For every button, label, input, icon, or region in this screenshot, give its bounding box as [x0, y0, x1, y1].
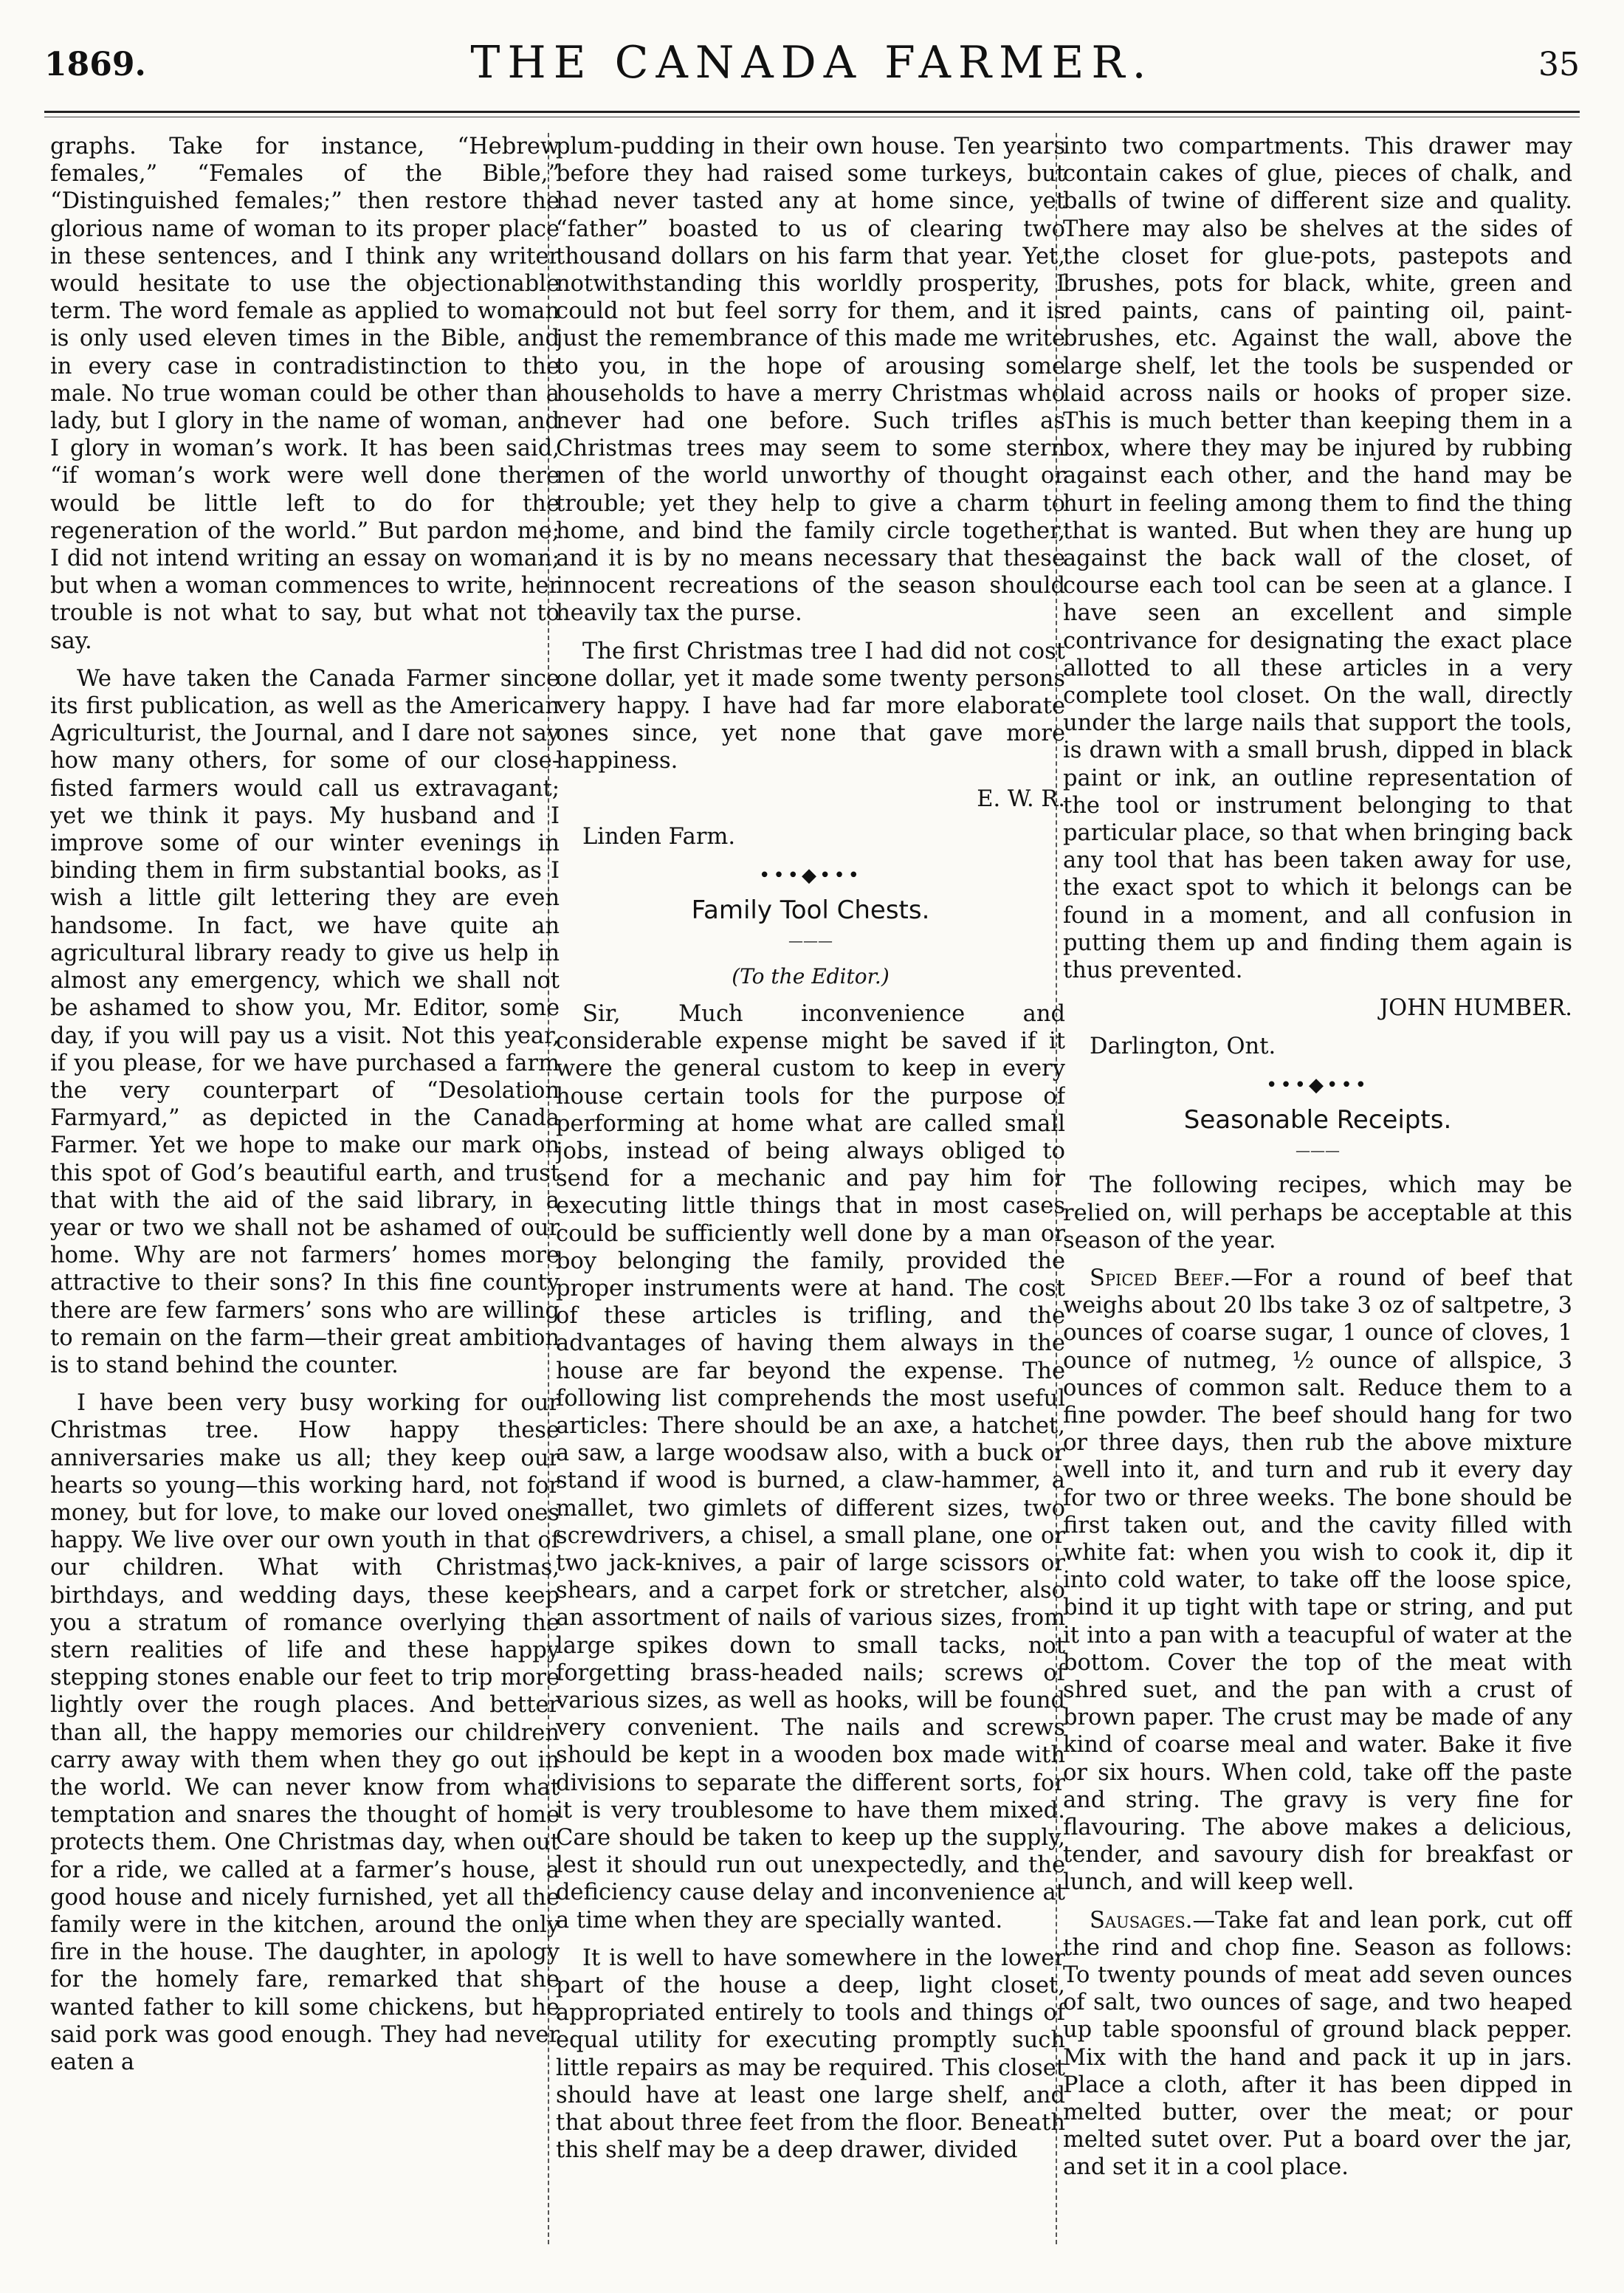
article-paragraph: The following recipes, which may be relied on, will perhaps be acceptable at this season of the year. — [1063, 1172, 1572, 1254]
article-heading: Seasonable Receipts. — [1183, 1104, 1452, 1135]
article-subheading: (To the Editor.) — [732, 963, 890, 989]
newspaper-title: THE CANADA FARMER. — [470, 37, 1154, 89]
article-paragraph: into two compartments. This drawer may contain cakes of glue, pieces of chalk, and balls of twine of different size and quality. There may also be shelves at the sides of the closet for glue-pots, pastepots and brushes, pots for black, white, green and red paints, cans of painting oil, paint-brushes, etc. Against the wall, above the large shelf, let the tools be suspended or laid across nails or hooks of proper size. This is much better than keeping them in a box, where they may be injured by rubbing against each other, and the hand may be hurt in feeling among them to find the thing that is wanted. But when they are hung up against the back wall of the closet, of course each tool can be seen at a glance. I have seen an excellent and simple contrivance for designating the exact place allotted to all these articles in a very complete tool closet. On the wall, directly under the large nails that support the tools, is drawn with a small brush, dipped in black paint or ink, an outline representation of the tool or instrument belonging to that particular place, so that when bringing back any tool that has been taken away for use, the exact spot to which it belongs can be found in a moment, and all confusion in putting them up and finding them again is thus prevented. — [1063, 134, 1572, 984]
heading-rule: ——— — [1296, 1141, 1340, 1160]
column-1 — [50, 133, 560, 2259]
article-paragraph: graphs. Take for instance, “Hebrew females,” “Females of the Bible,” “Distinguished females;” then restore the glorious name of woman to its proper place in these sentences, and I think any writer would hesitate to use the objectionable term. The word female as applied to woman is only used eleven times in the Bible, and in every case in contradistinction to the male. No true woman could be other than a lady, but I glory in the name of woman, and I glory in woman’s work. It has been said, “if woman’s work were well done there would be little left to do for the regeneration of the world.” But pardon me; I did not intend writing an essay on woman; but when a woman commences to write, her trouble is not what to say, but what not to say. — [50, 134, 560, 654]
recipe-text: —For a round of beef that weighs about 20 lbs take 3 oz of saltpetre, 3 ounces of coarse sugar, 1 ounce of cloves, 1 ounce of nutmeg, ½ ounce of allspice, 3 ounces of common salt. Reduce them to a fine powder. The beef should hang for two or three days, then rub the above mixture well into it, and turn and rub it every day for two or three weeks. The bone should be first taken out, and the cavity filled with white fat: when you wish to cook it, dip it into cold water, to take off the loose spice, bind it up tight with tape or string, and put it into a pan with a teacupful of water at the bottom. Cover the top of the meat with shred suet, and the pan with a crust of brown paper. The crust may be made of any kind of coarse meal and water. Bake it five or six hours. When cold, take off the paste and string. The gravy is very fine for flavouring. The above makes a delicious, tender, and savoury dish for breakfast or lunch, and will keep well. — [1063, 1265, 1572, 1896]
column-3 — [1063, 133, 1572, 2259]
author-signature: E. W. R. — [977, 785, 1065, 812]
article-heading: Family Tool Chests. — [691, 895, 930, 926]
recipe-title: Spiced Beef. — [1090, 1265, 1231, 1291]
article-paragraph: We have taken the Canada Farmer since its first publication, as well as the American Agriculturist, the Journal, and I dare not say how many others, for some of our close-fisted farmers would call us extravagant; yet we think it pays. My husband and I improve some of our winter evenings in binding them in firm substantial books, as I wish a little gilt lettering they are even handsome. In fact, we have quite an agricultural library ready to give us help in almost any emergency, which we shall not be ashamed to show you, Mr. Editor, some day, if you will pay us a visit. Not this year, if you please, for we have purchased a farm the very counterpart of “Desolation Farmyard,” as depicted in the Canada Farmer. Yet we hope to make our mark on this spot of God’s beautiful earth, and trust that with the aid of the said library, in a year or two we shall not be ashamed of our home. Why are not farmers’ homes more attractive to their sons? In this fine county there are few farmers’ sons who are willing to remain on the farm—their great ambition is to stand behind the counter. — [50, 665, 560, 1378]
author-location: Darlington, Ont. — [1090, 1033, 1276, 1059]
section-ornament: •••◆••• — [758, 864, 862, 887]
article-paragraph: It is well to have somewhere in the lower part of the house a deep, light closet, appropriated entirely to tools and things of equal utility for executing promptly such little repairs as may be required. This closet should have at least one large shelf, and that about three feet from the floor. Beneath this shelf may be a deep drawer, divided — [556, 1945, 1065, 2164]
author-location: Linden Farm. — [582, 823, 736, 850]
page-number: 35 — [1538, 46, 1580, 83]
recipe-title: Sausages. — [1090, 1907, 1193, 1933]
recipe-text: —Take fat and lean pork, cut off the rind and chop fine. Season as follows: To twenty pounds of meat add seven ounces of salt, two ounces of sage, and two heaped up table spoonsful of ground black pepper. Mix with the hand and pack it up in jars. Place a cloth, after it has been dipped in melted butter, over the meat; or pour melted sutet over. Put a board over the jar, and set it in a cool place. — [1063, 1907, 1572, 2181]
article-paragraph: The first Christmas tree I had did not cost one dollar, yet it made some twenty persons very happy. I have had far more elaborate ones since, yet none that gave more happiness. — [556, 638, 1065, 774]
article-paragraph: I have been very busy working for our Christmas tree. How happy these anniversaries make us all; they keep our hearts so young—this working hard, not for money, but for love, to make our loved ones happy. We live over our own youth in that of our children. What with Christmas, birthdays, and wedding days, these keep you a stratum of romance overlying the stern realities of life and these happy stepping stones enable our feet to trip more lightly over the rough places. And better than all, the happy memories our children carry away with them when they go out in the world. We can never know from what temptation and snares the thought of home protects them. One Christmas day, when out for a ride, we called at a farmer’s house, a good house and nicely furnished, yet all the family were in the kitchen, around the only fire in the house. The daughter, in apology for the homely fare, remarked that she wanted father to kill some chickens, but he said pork was good enough. They had never eaten a — [50, 1390, 560, 2076]
author-signature: JOHN HUMBER. — [1379, 995, 1572, 1022]
masthead — [44, 21, 1580, 109]
issue-year: 1869. — [44, 46, 146, 83]
masthead-rule — [44, 111, 1580, 113]
recipe-paragraph — [1063, 1265, 1572, 1897]
recipe-paragraph — [1063, 1907, 1572, 2182]
column-2 — [556, 133, 1065, 2259]
article-paragraph: plum-pudding in their own house. Ten years before they had raised some turkeys, but had never tasted any at home since, yet “father” boasted to us of clearing two thousand dollars on his farm that year. Yet, notwithstanding this worldly prosperity, I could not but feel sorry for them, and it is just the remembrance of this made me write to you, in the hope of arousing some households to have a merry Christmas who never had one before. Such trifles as Christmas trees may seem to some stern men of the world unworthy of thought or trouble; yet they help to give a charm to home, and bind the family circle together, and it is by no means necessary that these innocent recreations of the season should heavily tax the purse. — [556, 134, 1065, 627]
heading-rule: ——— — [788, 932, 833, 950]
section-ornament: •••◆••• — [1265, 1073, 1369, 1096]
article-paragraph: Sir, Much inconvenience and considerable expense might be saved if it were the general custom to keep in every house certain tools for the purpose of performing at home what are called small jobs, instead of being always obliged to send for a mechanic and pay him for executing little things that in most cases could be sufficiently well done by a man or boy belonging the family, provided the proper instruments were at hand. The cost of these articles is trifling, and the advantages of having them always in the house are far beyond the expense. The following list comprehends the most useful articles: There should be an axe, a hatchet, a saw, a large woodsaw also, with a buck or stand if wood is burned, a claw-hammer, a mallet, two gimlets of different sizes, two screwdrivers, a chisel, a small plane, one or two jack-knives, a pair of large scissors or shears, and a carpet fork or stretcher, also an assortment of nails of various sizes, from large spikes down to small tacks, not forgetting brass-headed nails; screws of various sizes, as well as hooks, will be found very convenient. The nails and screws should be kept in a wooden box made with divisions to separate the different sorts, for it is very troublesome to have them mixed. Care should be taken to keep up the supply, lest it should run out unexpectedly, and the deficiency cause delay and inconvenience at a time when they are specially wanted. — [556, 1000, 1065, 1933]
